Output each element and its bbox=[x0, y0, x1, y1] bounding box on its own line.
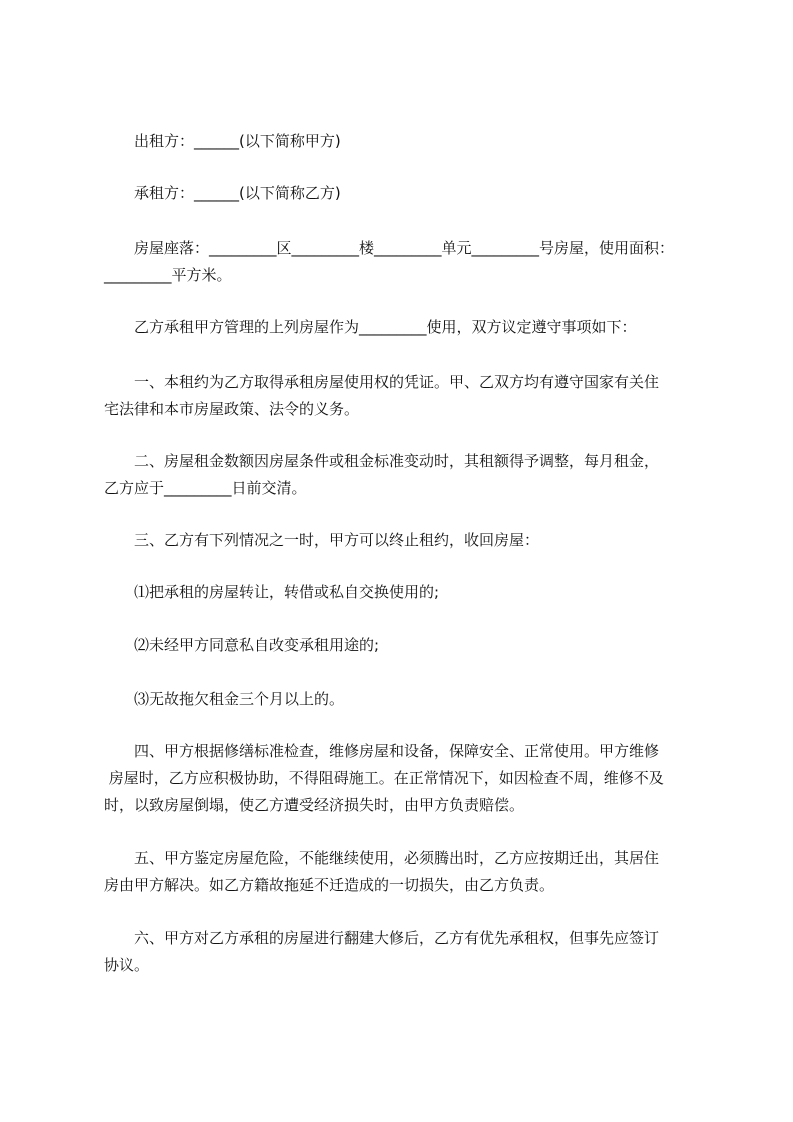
clause-3-item-3: ⑶无故拖欠租金三个月以上的。 bbox=[104, 690, 345, 708]
clause-3-item-2: ⑵未经甲方同意私自改变承租用途的; bbox=[104, 636, 380, 654]
lessee-line: 承租方：______(以下简称乙方) bbox=[104, 184, 341, 202]
property-location-line-1: 房屋座落：_________区_________楼_________单元_________号房屋，使用面积： bbox=[104, 239, 675, 257]
clause-3-item-1: ⑴把承租的房屋转让，转借或私自交换使用的; bbox=[104, 583, 440, 601]
clause-5-line-1: 五、甲方鉴定房屋危险，不能继续使用，必须腾出时，乙方应按期迁出，其居住 bbox=[104, 849, 660, 867]
property-location-line-2: _________平方米。 bbox=[104, 266, 232, 284]
clause-6-line-1: 六、甲方对乙方承租的房屋进行翻建大修后，乙方有优先承租权，但事先应签订 bbox=[104, 929, 660, 947]
clause-4-line-3: 时，以致房屋倒塌，使乙方遭受经济损失时，由甲方负责赔偿。 bbox=[104, 796, 525, 814]
usage-agreement-line: 乙方承租甲方管理的上列房屋作为_________使用，双方议定遵守事项如下： bbox=[104, 318, 637, 336]
clause-4-line-1: 四、甲方根据修缮标准检查，维修房屋和设备，保障安全、正常使用。甲方维修 bbox=[104, 742, 660, 760]
clause-2-line-1: 二、房屋租金数额因房屋条件或租金标准变动时，其租额得予调整，每月租金， bbox=[104, 452, 660, 470]
clause-1-line-1: 一、本租约为乙方取得承租房屋使用权的凭证。甲、乙双方均有遵守国家有关住 bbox=[104, 373, 660, 391]
clause-1-line-2: 宅法律和本市房屋政策、法令的义务。 bbox=[104, 400, 360, 418]
clause-4-line-2: 房屋时，乙方应积极协助，不得阻碍施工。在正常情况下，如因检查不周，维修不及 bbox=[104, 769, 664, 787]
clause-5-line-2: 房由甲方解决。如乙方籍故拖延不迁造成的一切损失，由乙方负责。 bbox=[104, 876, 555, 894]
clause-2-line-2: 乙方应于_________日前交清。 bbox=[104, 479, 307, 497]
lessor-line: 出租方：______(以下简称甲方) bbox=[104, 132, 341, 150]
clause-3-intro: 三、乙方有下列情况之一时，甲方可以终止租约，收回房屋： bbox=[104, 531, 540, 549]
clause-6-line-2: 协议。 bbox=[104, 956, 150, 974]
